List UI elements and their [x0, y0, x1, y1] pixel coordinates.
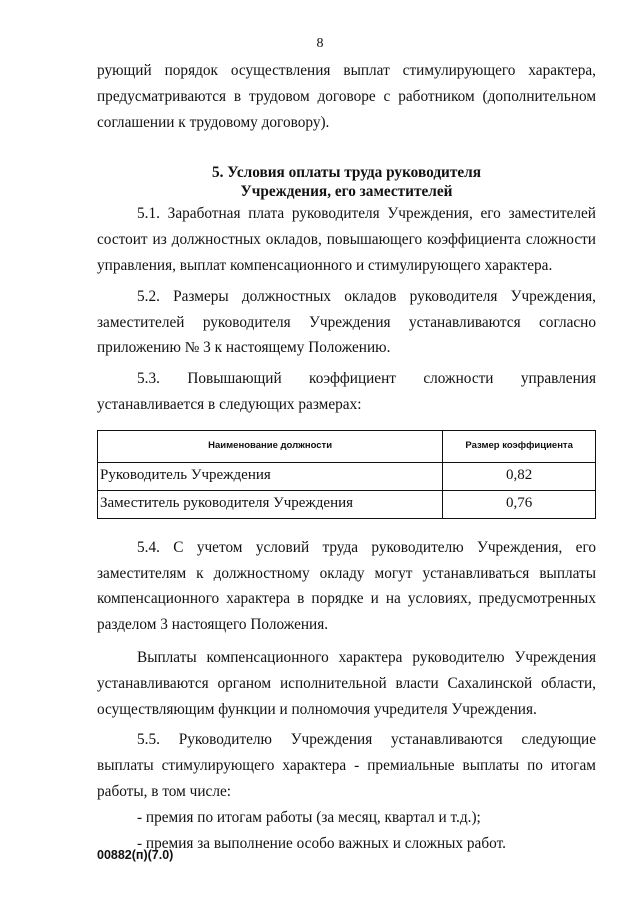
cell-coefficient: 0,76	[443, 490, 596, 518]
section-heading-line-2: Учреждения, его заместителей	[240, 183, 453, 201]
intro-paragraph: рующий порядок осуществления выплат стимулирующего характера, предусматриваются в трудовом договоре с работником (дополнительном соглашении к трудовому договору).	[97, 62, 596, 131]
coefficient-table	[97, 430, 596, 519]
paragraph-5-5: 5.5. Руководителю Учреждения устанавливаются следующие выплаты стимулирующего характера - премиальные выплаты по итогам работы, в том числе:	[97, 731, 596, 800]
section-heading-line-1: 5. Условия оплаты труда руководителя	[211, 164, 482, 182]
document-body	[97, 58, 596, 856]
paragraph-compensation: Выплаты компенсационного характера руководителю Учреждения устанавливаются органом исполнительной власти Сахалинской области, осуществляющим функции и полномочия учредителя Учреждения.	[97, 648, 596, 718]
table-header-row	[98, 430, 596, 462]
list-item: - премия за выполнение особо важных и сложных работ.	[137, 834, 506, 852]
table-row	[98, 462, 596, 490]
document-code: 00882(п)(7.0)	[97, 848, 174, 862]
section-heading	[97, 163, 596, 201]
cell-position: Руководитель Учреждения	[98, 462, 443, 490]
header-position: Наименование должности	[98, 430, 443, 462]
paragraph-5-2: 5.2. Размеры должностных окладов руководителя Учреждения, заместителей руководителя Учреждения устанавливаются согласно приложению № 3 к настоящему Положению.	[97, 287, 596, 357]
cell-position: Заместитель руководителя Учреждения	[98, 490, 443, 518]
paragraph-5-4: 5.4. С учетом условий труда руководителю Учреждения, его заместителям к должностному окладу могут устанавливаться выплаты компенсационного характера в порядке и на условиях, предусмотренных разделом 3 настоящего Положения.	[97, 538, 596, 634]
cell-coefficient: 0,82	[443, 462, 596, 490]
table-row	[98, 490, 596, 518]
page-number: 8	[316, 36, 324, 51]
paragraph-5-1: 5.1. Заработная плата руководителя Учреждения, его заместителей состоит из должностных окладов, повышающего коэффициента сложности управления, выплат компенсационного и стимулирующего характера.	[97, 205, 596, 274]
paragraph-5-3: 5.3. Повышающий коэффициент сложности управления устанавливается в следующих размерах:	[97, 370, 596, 413]
list-item: - премия по итогам работы (за месяц, квартал и т.д.);	[137, 808, 481, 826]
header-coefficient: Размер коэффициента	[443, 430, 596, 462]
